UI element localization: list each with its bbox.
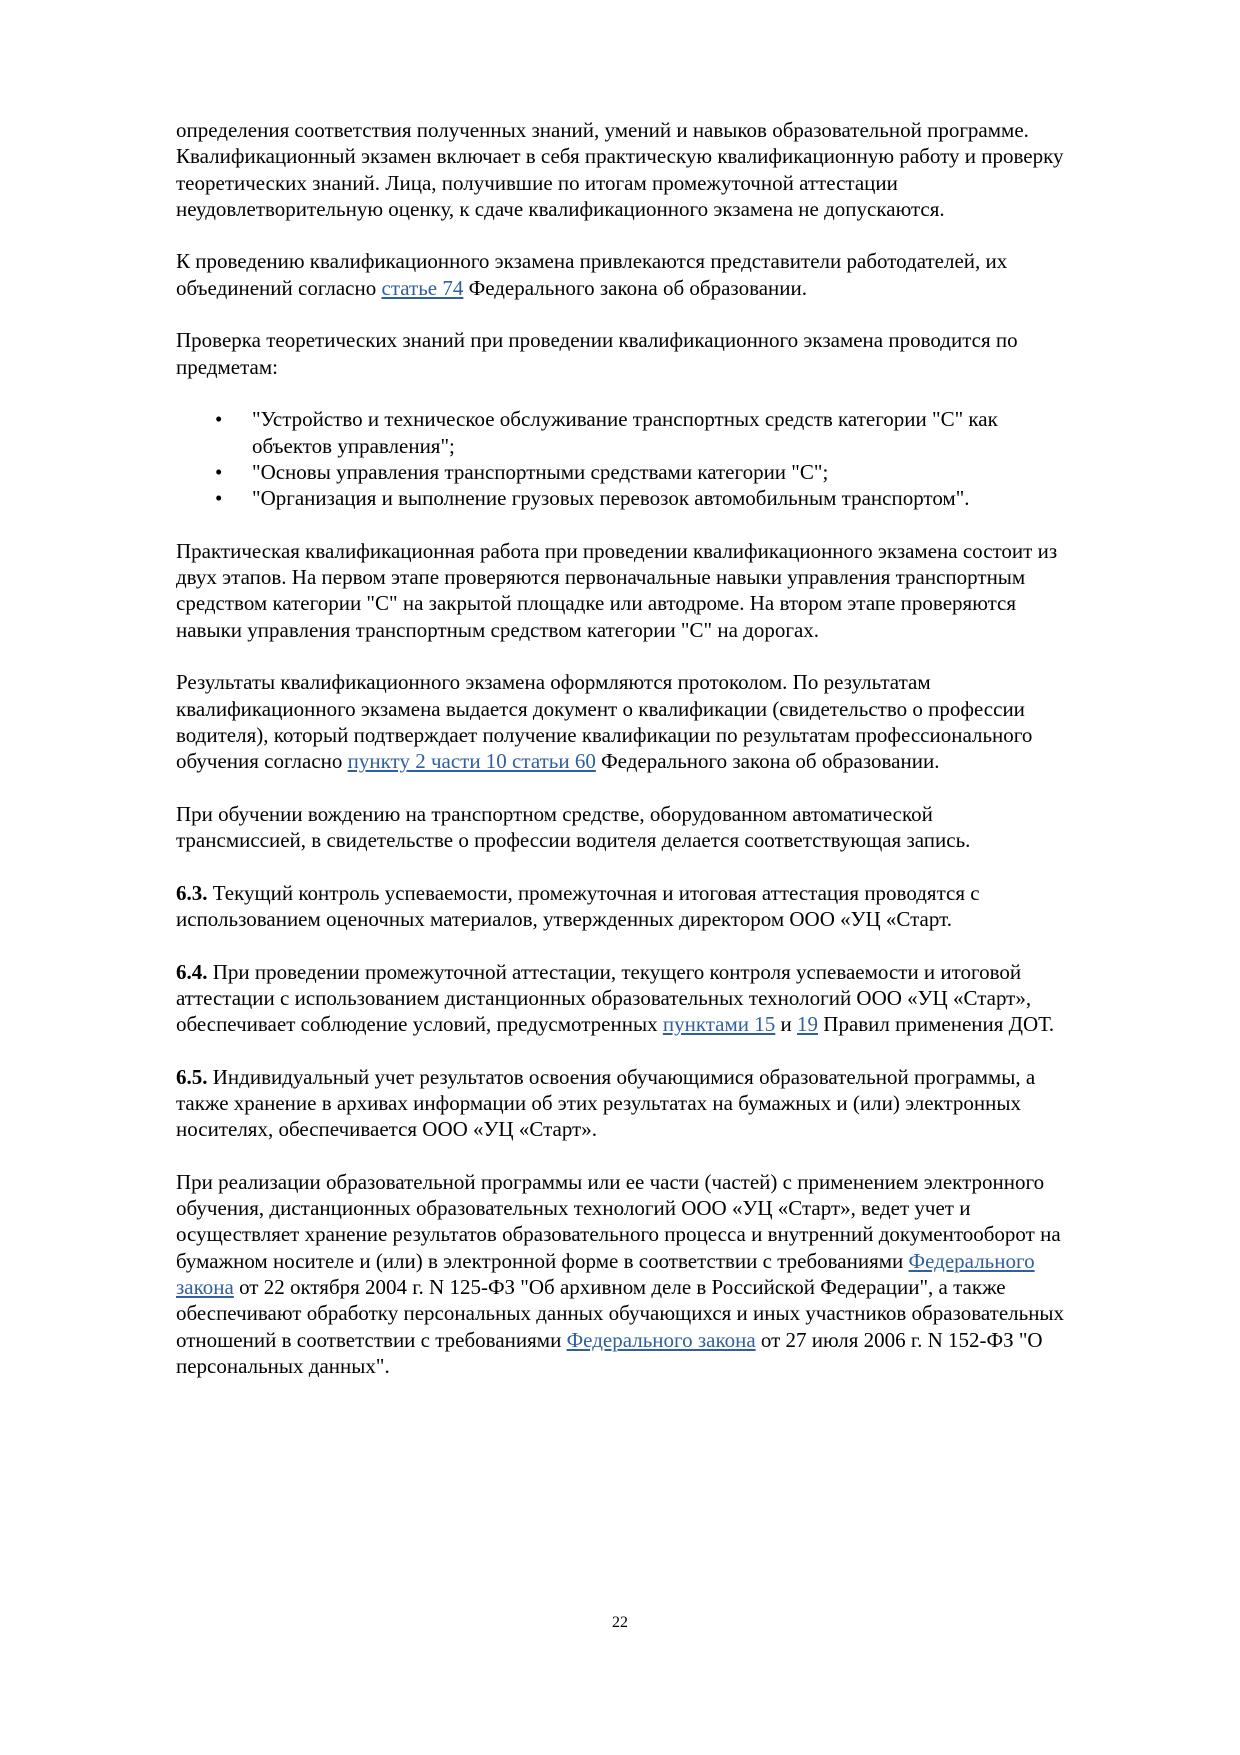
section-6-4	[176, 959, 1166, 1038]
text-segment: Федерального закона об образовании.	[595, 749, 940, 774]
document-page	[176, 117, 1166, 1406]
list-item	[176, 485, 1166, 511]
section-number: 6.3.	[176, 880, 208, 905]
paragraph-records-and-personal-data	[176, 1169, 1166, 1379]
text-line	[176, 1248, 1166, 1274]
text-line	[176, 1064, 1166, 1090]
text-line: При обучении вождению на транспортном средстве, оборудованном автоматической	[176, 801, 933, 826]
text-line: использованием оценочных материалов, утвержденных директором ООО «УЦ «Старт.	[176, 906, 952, 931]
text-line: Проверка теоретических знаний при проведении квалификационного экзамена проводится по	[176, 328, 1018, 353]
text-line: "Устройство и техническое обслуживание транспортных средств категории "C" как	[252, 407, 998, 432]
text-line: теоретических знаний. Лица, получившие по итогам промежуточной аттестации	[176, 170, 898, 195]
text-line: обучения, дистанционных образовательных технологий ООО «УЦ «Старт», ведет учет и	[176, 1196, 971, 1221]
paragraph-practical-work	[176, 538, 1166, 643]
list-item	[176, 406, 1166, 459]
text-segment: Правил применения ДОТ.	[818, 1012, 1055, 1037]
text-line: аттестации с использованием дистанционных образовательных технологий ООО «УЦ «Старт»,	[176, 985, 1032, 1010]
link-clauses-15[interactable]: пунктами 15	[662, 1012, 776, 1037]
text-line	[176, 1011, 1166, 1037]
text-segment: от 27 июля 2006 г. N 152-ФЗ "О	[755, 1327, 1043, 1352]
text-line: объектов управления";	[252, 433, 455, 458]
text-line	[176, 959, 1166, 985]
bullet-icon: •	[215, 459, 223, 484]
text-line: предметам:	[176, 354, 278, 379]
text-segment: Федерального закона об образовании.	[463, 275, 807, 300]
text-line	[176, 1274, 1166, 1300]
text-line: Практическая квалификационная работа при проведении квалификационного экзамена состоит из	[176, 538, 1058, 563]
text-segment: отношений в соответствии с требованиями	[176, 1327, 567, 1352]
text-line: Результаты квалификационного экзамена оформляются протоколом. По результатам	[176, 670, 931, 695]
link-article-74[interactable]: статье 74	[381, 275, 464, 300]
text-line: двух этапов. На первом этапе проверяются первоначальные навыки управления транспортным	[176, 565, 1026, 590]
paragraph-employer-representatives	[176, 248, 1166, 301]
text-line: осуществляет хранение результатов образовательного процесса и внутренний документооборот на	[176, 1222, 1061, 1247]
bullet-icon: •	[215, 486, 223, 511]
text-line	[176, 1327, 1166, 1353]
text-line: водителя), который подтверждает получение квалификации по результатам профессионального	[176, 722, 1033, 747]
section-6-3	[176, 880, 1166, 933]
text-line	[176, 748, 1166, 774]
text-line: неудовлетворительную оценку, к сдаче квалификационного экзамена не допускаются.	[176, 196, 945, 221]
paragraph-exam-purpose	[176, 117, 1166, 222]
text-line: средством категории "C" на закрытой площадке или автодроме. На втором этапе проверяются	[176, 591, 1017, 616]
text-line: навыки управления транспортным средством категории "C" на дорогах.	[176, 617, 820, 642]
bullet-icon: •	[215, 407, 223, 432]
text-line: также хранение в архивах информации об этих результатах на бумажных и (или) электронных	[176, 1090, 1021, 1115]
text-line: персональных данных".	[176, 1353, 390, 1378]
link-federal-law-152-fz[interactable]: Федерального закона	[566, 1327, 756, 1352]
page-number: 22	[612, 1614, 628, 1631]
text-line: "Основы управления транспортными средствами категории "C";	[252, 459, 829, 484]
section-number: 6.4.	[176, 959, 208, 984]
link-clause-2-part-10-article-60[interactable]: пункту 2 части 10 статьи 60	[347, 749, 596, 774]
text-segment: от 22 октября 2004 г. N 125-ФЗ "Об архивном деле в Российской Федерации", а также	[233, 1275, 1006, 1300]
text-line: Квалификационный экзамен включает в себя практическую квалификационную работу и проверку	[176, 144, 1064, 169]
text-line: квалификационного экзамена выдается документ о квалификации (свидетельство о профессии	[176, 696, 1025, 721]
paragraph-theory-check	[176, 327, 1166, 380]
text-line: При реализации образовательной программы или ее части (частей) с применением электронного	[176, 1169, 1045, 1194]
text-line: носителях, обеспечивается ООО «УЦ «Старт».	[176, 1117, 597, 1142]
text-line	[176, 880, 1166, 906]
text-segment: обучения согласно	[176, 749, 348, 774]
link-clause-19[interactable]: 19	[797, 1012, 819, 1037]
paragraph-exam-results	[176, 669, 1166, 774]
text-segment: обеспечивает соблюдение условий, предусмотренных	[176, 1012, 663, 1037]
text-segment: и	[775, 1012, 798, 1037]
text-segment: При проведении промежуточной аттестации, текущего контроля успеваемости и итоговой	[207, 959, 1022, 984]
text-line: обеспечивают обработку персональных данных обучающихся и иных участников образовательных	[176, 1301, 1065, 1326]
subjects-list	[176, 406, 1166, 511]
paragraph-automatic-transmission	[176, 801, 1166, 854]
text-line	[176, 275, 1166, 301]
section-number: 6.5.	[176, 1064, 208, 1089]
text-line: определения соответствия полученных знаний, умений и навыков образовательной программе.	[176, 118, 1029, 142]
text-segment: Текущий контроль успеваемости, промежуточная и итоговая аттестация проводятся с	[207, 880, 980, 905]
text-segment: бумажном носителе и (или) в электронной форме в соответствии с требованиями	[176, 1248, 909, 1273]
list-item	[176, 459, 1166, 485]
link-federal-law-125-fz[interactable]: Федерального	[908, 1248, 1035, 1273]
text-line: трансмиссией, в свидетельстве о профессии водителя делается соответствующая запись.	[176, 828, 971, 853]
text-segment: объединений согласно	[176, 275, 382, 300]
text-line: "Организация и выполнение грузовых перевозок автомобильным транспортом".	[252, 486, 970, 511]
link-federal-law-125-fz-continued[interactable]: закона	[176, 1275, 234, 1300]
text-line: К проведению квалификационного экзамена привлекаются представители работодателей, их	[176, 249, 1008, 274]
section-6-5	[176, 1064, 1166, 1143]
text-segment: Индивидуальный учет результатов освоения обучающимися образовательной программы, а	[207, 1064, 1036, 1089]
